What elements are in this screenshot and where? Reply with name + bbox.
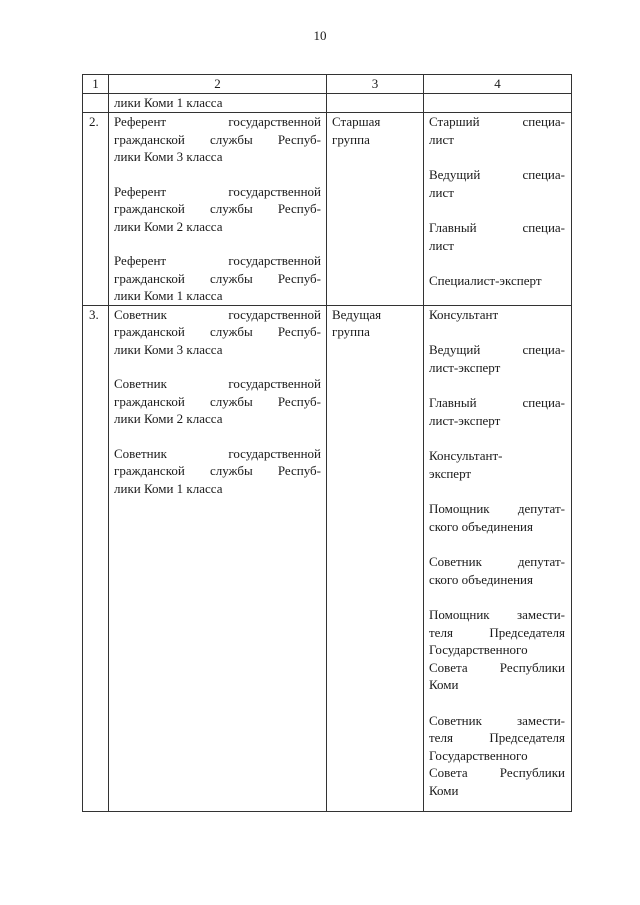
position-paragraph [429, 272, 565, 290]
position-line: Государственного [429, 642, 528, 657]
rank-cell [109, 113, 327, 306]
rank-line: лики Коми 1 класса [114, 480, 223, 496]
position-line: лист-эксперт [429, 359, 501, 375]
rank-line: гражданской службы Респуб- [114, 270, 321, 286]
rank-line: Советник государственной [114, 376, 321, 391]
rank-line: Советник государственной [114, 306, 321, 322]
rank-paragraph [114, 306, 321, 359]
position-paragraph [429, 447, 565, 482]
position-line: Ведущий специа- [429, 342, 565, 357]
group-line: группа [332, 324, 370, 339]
header-col-1: 1 [83, 75, 109, 94]
table-row [83, 305, 572, 811]
position-line: теля Председателя [429, 624, 565, 640]
group-line: группа [332, 131, 370, 147]
position-line: лист [429, 184, 454, 200]
position-line: Консультант [429, 306, 499, 322]
position-paragraph [429, 500, 565, 535]
position-line: Советник замести- [429, 712, 565, 728]
position-cell [424, 305, 572, 811]
rank-line: гражданской службы Респуб- [114, 393, 321, 409]
page-number: 10 [313, 28, 327, 43]
position-line: ского объединения [429, 518, 533, 534]
rank-paragraph [114, 375, 321, 428]
header-col-4: 4 [424, 75, 572, 94]
row-number: 2. [83, 113, 109, 306]
table-header-row [83, 75, 572, 94]
position-line: Совета Республики [429, 765, 565, 780]
rank-line: Референт государственной [114, 183, 321, 199]
classification-table [82, 74, 572, 812]
position-line: лист [429, 237, 454, 253]
position-paragraph [429, 306, 565, 324]
position-paragraph [429, 712, 565, 800]
rank-line: Советник государственной [114, 445, 321, 461]
position-paragraph [429, 113, 565, 148]
rank-line: Референт государственной [114, 114, 321, 129]
rank-paragraph [114, 113, 321, 166]
position-line: Государственного [429, 747, 528, 763]
position-paragraph [429, 166, 565, 201]
group-cell [327, 113, 424, 306]
rank-line: лики Коми 3 класса [114, 149, 223, 164]
group-line: Старшая [332, 114, 381, 129]
position-paragraph [429, 394, 565, 429]
position-paragraph [429, 553, 565, 588]
header-col-2: 2 [109, 75, 327, 94]
position-line: Коми [429, 782, 459, 798]
table-row [83, 113, 572, 306]
rank-line: Референт государственной [114, 253, 321, 268]
position-line: эксперт [429, 465, 472, 481]
position-paragraph [429, 341, 565, 376]
rank-cell [109, 305, 327, 811]
rank-line: лики Коми 1 класса [114, 288, 223, 303]
rank-line: лики Коми 2 класса [114, 411, 223, 426]
position-line: Помощник депутат- [429, 501, 565, 516]
position-line: Совета Республики [429, 659, 565, 675]
rank-line: гражданской службы Респуб- [114, 201, 321, 216]
position-line: Старший специа- [429, 114, 565, 129]
position-line: лист [429, 131, 454, 147]
position-paragraph [429, 606, 565, 694]
position-cell [424, 113, 572, 306]
position-line: лист-эксперт [429, 412, 501, 428]
position-line: теля Председателя [429, 730, 565, 745]
position-line: ского объединения [429, 571, 533, 587]
table-row-continuation [83, 94, 572, 113]
position-paragraph [429, 219, 565, 254]
rank-line: гражданской службы Респуб- [114, 324, 321, 339]
rank-paragraph [114, 445, 321, 498]
continuation-text: лики Коми 1 класса [109, 94, 327, 113]
position-line: Коми [429, 677, 459, 692]
position-line: Главный специа- [429, 395, 565, 410]
position-line: Специалист-эксперт [429, 273, 542, 288]
position-line: Главный специа- [429, 220, 565, 235]
group-line: Ведущая [332, 306, 382, 322]
rank-line: лики Коми 3 класса [114, 341, 223, 357]
position-line: Помощник замести- [429, 607, 565, 622]
position-line: Советник депутат- [429, 554, 565, 569]
position-line: Ведущий специа- [429, 167, 565, 182]
rank-line: лики Коми 2 класса [114, 218, 223, 234]
rank-line: гражданской службы Респуб- [114, 463, 321, 478]
rank-line: гражданской службы Респуб- [114, 131, 321, 147]
rank-paragraph [114, 183, 321, 236]
row-number: 3. [83, 305, 109, 811]
position-line: Консультант- [429, 448, 503, 463]
header-col-3: 3 [327, 75, 424, 94]
group-cell [327, 305, 424, 811]
rank-paragraph [114, 252, 321, 305]
